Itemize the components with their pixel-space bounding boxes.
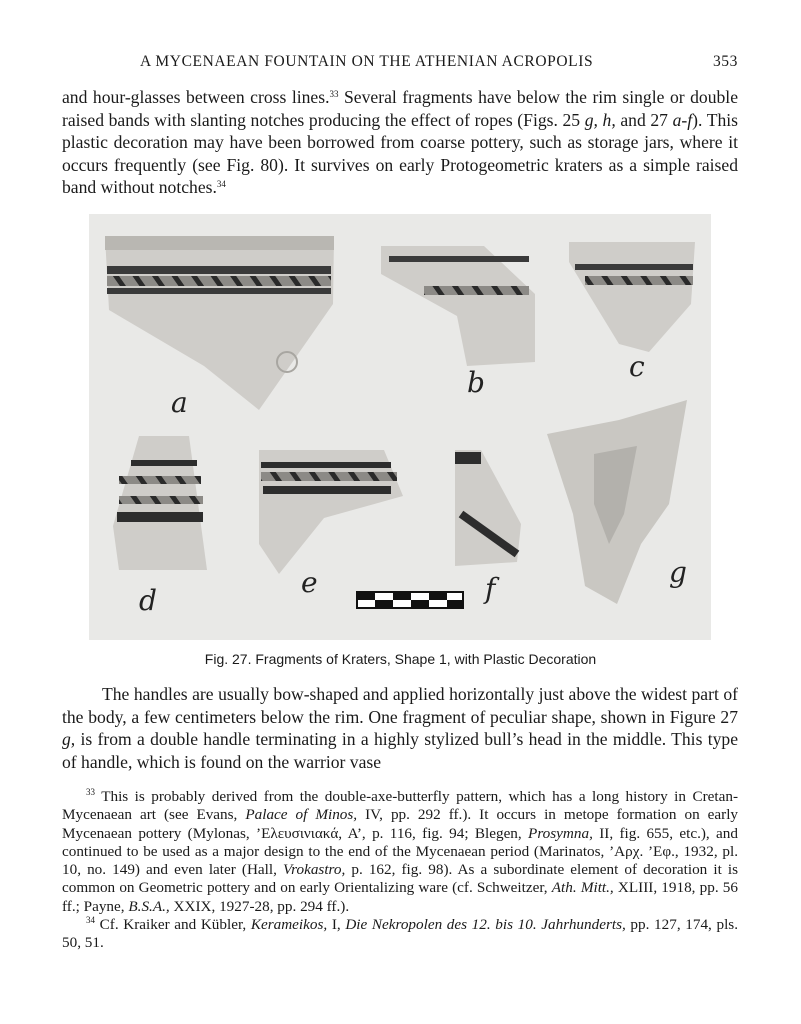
text-run-italic: B.S.A., xyxy=(128,897,170,915)
text-run: is from a double handle terminating in a highly stylized bull’s head in the middle. This type of handle, which is found on the warrior vase xyxy=(62,729,738,772)
figure-27-photo xyxy=(89,214,711,640)
text-run-italic: Palace of Minos, xyxy=(245,806,358,824)
body-paragraph-bottom xyxy=(62,683,738,773)
body-paragraph-top xyxy=(62,86,738,199)
text-run-italic: Prosymna, xyxy=(528,824,593,842)
text-run: IV, pp. 292 ff.). It occurs in metope formation on early Mycenaean pottery (Mylonas, xyxy=(62,806,739,842)
text-run: and hour-glasses between cross lines. xyxy=(62,87,330,107)
text-run: I, xyxy=(327,916,346,934)
fragments-photo xyxy=(89,214,711,640)
label-e: e xyxy=(301,566,318,599)
text-run: II, fig. 655, etc.), and continued to be used as a major design to the end of the Mycenaean period (Marinatos, xyxy=(62,824,738,860)
text-run-greek: ’Ελευσινιακά, Α’, xyxy=(256,824,366,842)
footnote-number: 34 xyxy=(86,915,95,926)
page-header xyxy=(62,48,738,78)
fragment-b xyxy=(381,246,535,366)
text-run: and 27 xyxy=(615,109,673,130)
figure-caption: Fig. 27. Fragments of Kraters, Shape 1, with Plastic Decoration xyxy=(204,651,597,667)
text-run-italic: Kerameikos, xyxy=(250,916,328,934)
text-run-italic: a-f xyxy=(672,109,693,130)
footnote-ref-33[interactable]: 33 xyxy=(329,89,339,99)
label-a: a xyxy=(171,386,188,419)
fragment-a xyxy=(105,236,334,410)
text-run: Cf. Kraiker and Kübler, xyxy=(95,916,251,934)
footnote-ref-34[interactable]: 34 xyxy=(216,179,226,189)
text-run: XLIII, 1918, pp. 56 ff.; Payne, xyxy=(62,879,738,915)
text-run: p. 116, fig. 94; Blegen, xyxy=(365,824,529,842)
label-f: f xyxy=(485,572,496,605)
scale-bar xyxy=(357,592,463,608)
fragment-g xyxy=(547,400,687,604)
text-run: Several fragments have below the rim single or double raised bands with slanting notches producing the effect of ropes (Figs. 25 xyxy=(62,87,739,130)
fragment-c xyxy=(569,242,695,352)
fragment-d xyxy=(113,436,207,570)
running-title: A MYCENAEAN FOUNTAIN ON THE ATHENIAN ACROPOLIS xyxy=(140,53,594,70)
fragment-e xyxy=(259,450,403,574)
label-d: d xyxy=(139,584,157,617)
label-g: g xyxy=(669,556,687,589)
text-run-italic: g, h, xyxy=(584,109,616,130)
label-c: c xyxy=(629,350,645,383)
text-run-greek: ’Αρχ. ’Εφ., xyxy=(609,842,679,860)
text-run-italic: Vrokastro, xyxy=(282,861,346,879)
footnote-33 xyxy=(62,788,738,916)
label-b: b xyxy=(467,366,485,399)
page-number: 353 xyxy=(712,53,738,70)
text-run-italic: Ath. Mitt., xyxy=(551,879,614,897)
text-run: The handles are usually bow-shaped and applied horizontally just above the widest part of the body, a few centimeters below the rim. One fragment of peculiar shape, shown in Figure 27 xyxy=(62,684,738,727)
footnote-34 xyxy=(62,916,738,953)
footnotes xyxy=(62,788,738,953)
text-run: 1932, pl. 10, no. 149) and even later (Hall, xyxy=(62,842,738,879)
text-run: p. 162, fig. 98). As a subordinate element of decoration it is common on Geometric pottery and on early Orientalizing ware (cf. Schweitzer, xyxy=(62,861,738,897)
fragment-f xyxy=(455,450,521,566)
text-run-italic: Die Nekropolen des 12. bis 10. Jahrhunderts, xyxy=(345,916,626,934)
text-run: pp. 127, 174, pls. 50, 51. xyxy=(62,916,738,952)
text-run-italic: g, xyxy=(62,729,76,749)
text-run: This is probably derived from the double-axe-butterfly pattern, which has a long history in Cretan-Mycenaean art (see Evans, xyxy=(62,788,738,824)
text-run: ). This plastic decoration may have been borrowed from coarse pottery, such as storage jars, where it occurs frequently (see Fig. 80). It survives on early Protogeometric kraters as a simple raised band without notches. xyxy=(62,109,738,197)
footnote-number: 33 xyxy=(86,787,95,797)
text-run: XXIX, 1927-28, pp. 294 ff.). xyxy=(169,897,350,915)
